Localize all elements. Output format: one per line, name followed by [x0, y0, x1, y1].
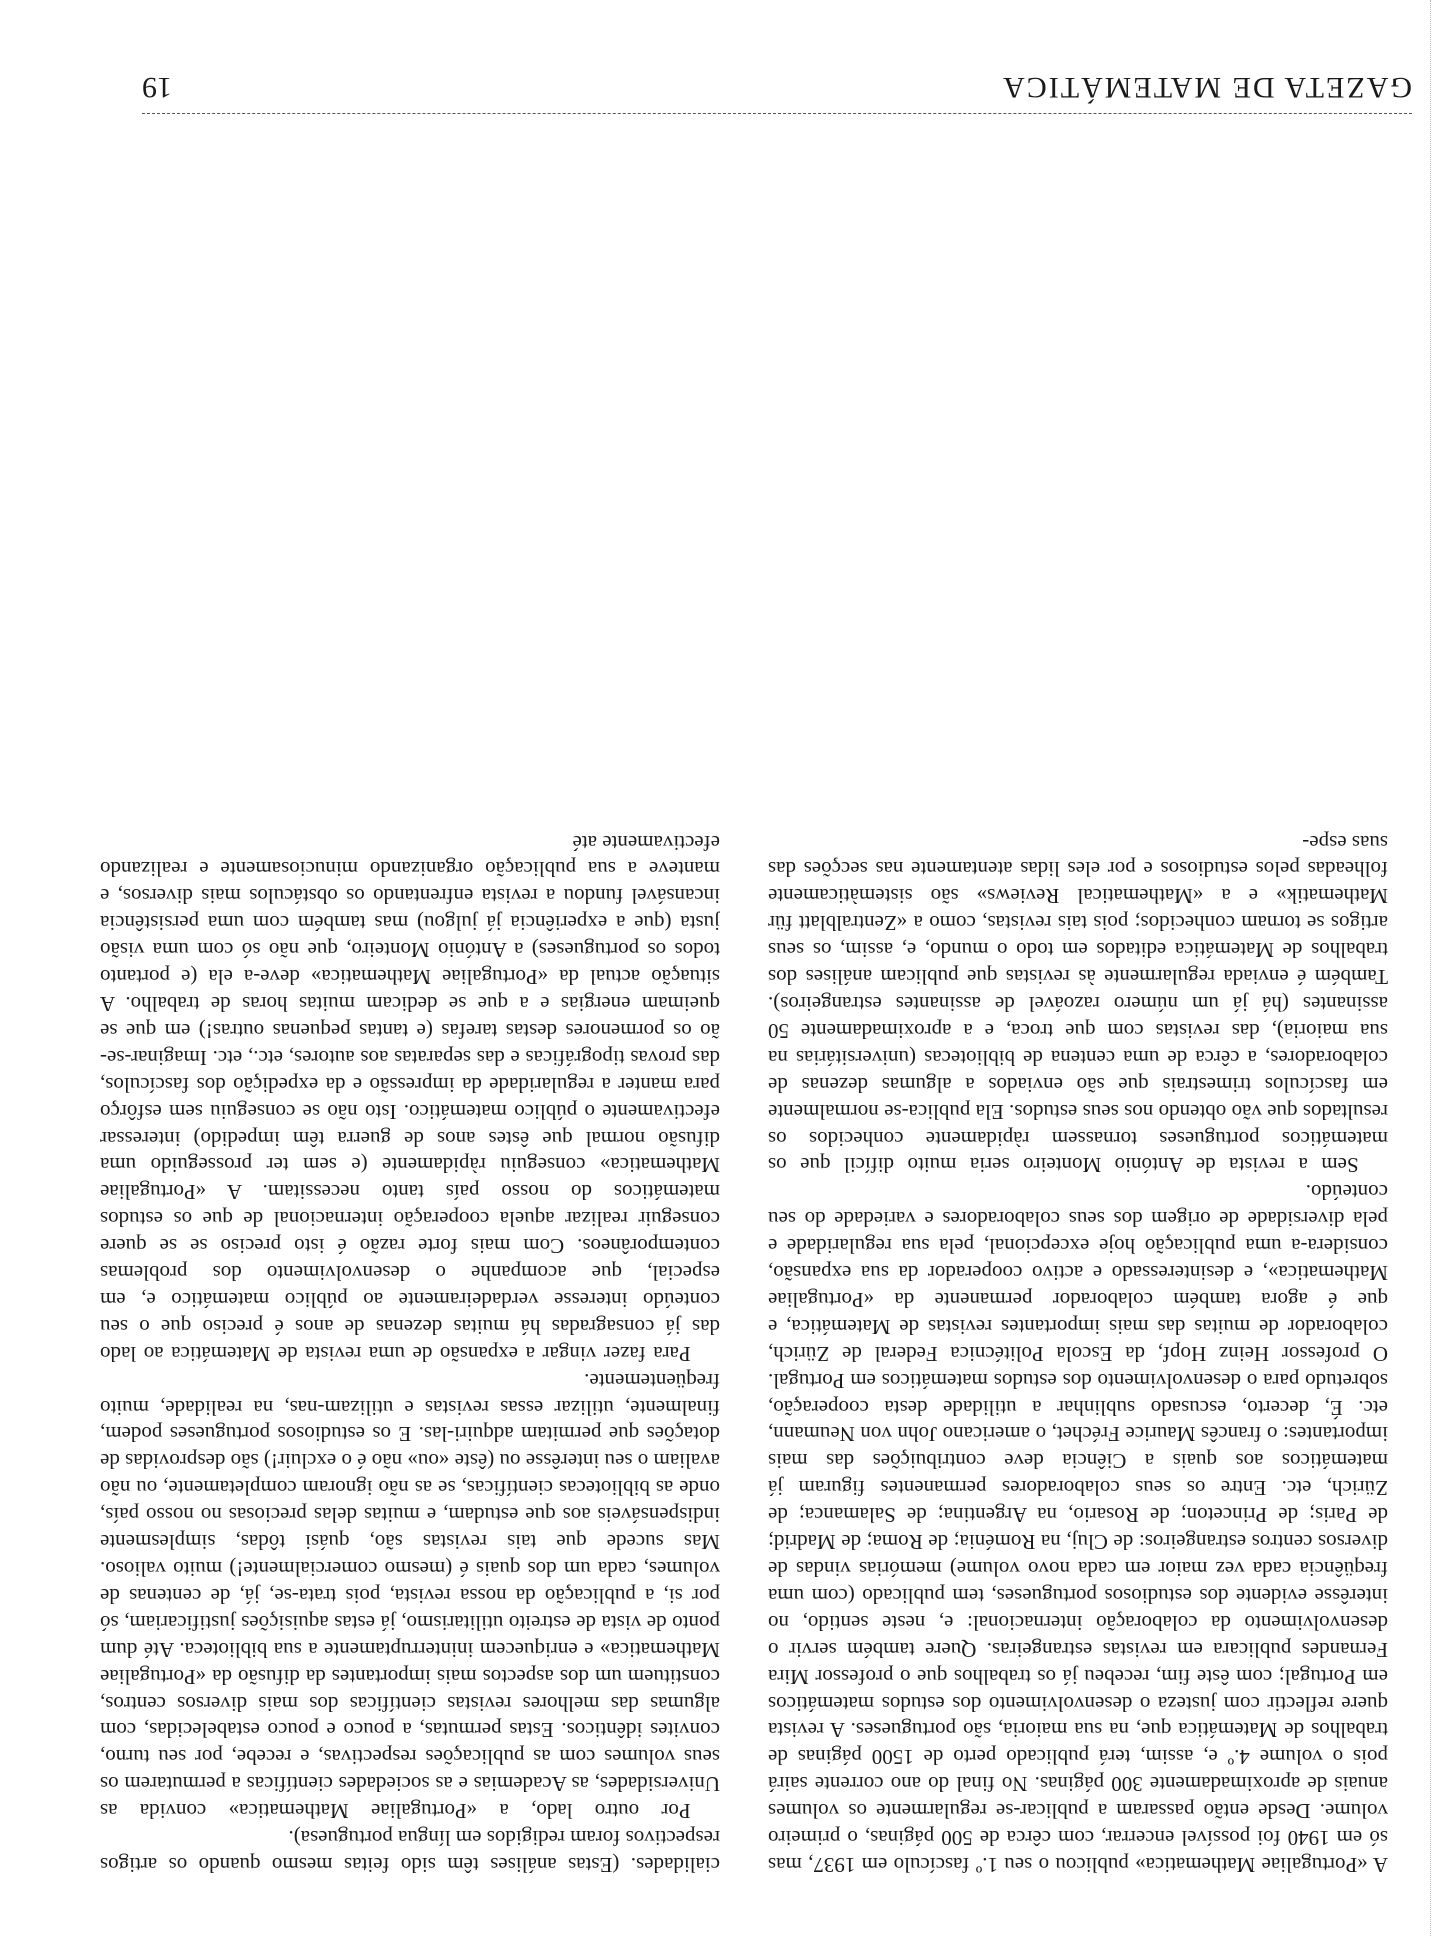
paragraph: A «Portugaliae Mathematica» publicou o seu 1.º fascículo em 1937, mas só em 1940 foi possível encerrar, com cêrca de 500 páginas, o primeiro volume. Desde então passaram a publicar-se regularmente os volumes anuais de aproximadamente 300 páginas. No final do ano corrente sairá pois o volume 4.º e, assim, terá publicado perto de 1500 páginas de trabalhos de Matemática que, na sua maioria, são portugueses. A revista quere reflectir com justeza o desenvolvimento dos estudos matemáticos em Portugal; com êste fim, recebeu já os trabalhos que o professor Mira Fernandes publicara em revistas estrangeiras. Quere também servir o desenvolvimento da colaboração internacional: e, neste sentido, no interêsse evidente dos estudiosos portugueses, tem publicado (com uma freqüência cada vez maior em cada novo volume) memórias vindas de diversos centros estrangeiros: de Cluj, na Roménia; de Roma; de Madrid; de Paris; de Princeton; de Rosario, na Argentina; de Salamanca; de Zürich, etc. Entre os seus colaboradores permanentes figuram já matemáticos aos quais a Ciência deve contribuições das mais importantes: o francês Maurice Fréchet, o americano John von Neumann, etc. É, decerto, escusado sublinhar a utilidade desta cooperação, sobretudo para o desenvolvimento dos estudos matemáticos em Portugal. O professor Heinz Hopf, da Escola Politécnica Federal de Zürich, colaborador de muitas das mais importantes revistas de Matemática, e que é agora também colaborador permanente da «Portugaliae Mathematica», e desinteressado e activo cooperador da sua expansão, considera-a uma publicação hoje excepcional, pela sua regularidade e pela diversidade de origem dos seus colaboradores e variedade do seu conteúdo.: [768, 1180, 1388, 1877]
paragraph: Por outro lado, a «Portugaliae Mathematica» convida as Universidades, as Academias e as sociedades científicas a permutarem os seus volumes com as publicações respectivas, e recebe, por seu turno, convites idênticos. Estas permutas, a pouco e pouco estabelecidas, com algumas das melhores revistas científicas dos mais diversos centros, constituem um dos aspectos mais importantes da difusão da «Portugaliae Mathematica» e enriquecem ininterruptamente a sua biblioteca. Até dum ponto de vista de estreito utilitarismo, já estas aquisições justificariam, só por si, a publicação da nossa revista, pois trata-se, já, de centenas de volumes, cada um dos quais é (mesmo comercialmente!) muito valioso. Mas sucede que tais revistas são, quási tôdas, simplesmente indispensáveis aos que estudam, e muitas delas preciosas no nosso país, onde as bibliotecas científicas, se as não ignoram completamente, ou não avaliam o seu interêsse ou (êste «ou» não é o excluir!) são desprovidas de dotações que permitam adquiri-las. E os estudiosos portugueses podem, finalmente, utilizar essas revistas e utilizam-nas, na realidade, muito freqüentemente.: [100, 1368, 720, 1824]
paragraph: Sem a revista de António Monteiro seria muito difícil que os matemáticos portugueses tornassem ràpidamente conhecidos os resultados que vão obtendo nos seus estudos. Ela publica-se normalmente em fascículos trimestrais que são enviados a algumas dezenas de colaboradores, a cêrca de uma centena de bibliotecas (universitárias na sua maioria), das revistas com que troca, e a aproximadamente 50 assinantes (há já um número razoável de assinantes estrangeiros). Também é enviada regularmente às revistas que publicam análises dos trabalhos de Matemática editados em todo o mundo, e, assim, os seus artigos se tornam conhecidos; pois tais revistas, como a «Zentralblatt für Mathematik» e a «Mathematical Reviews» são sistemàticamente folheadas pelos estudiosos e por eles lidas atentamente nas secções das suas espe-: [768, 830, 1388, 1178]
left-column: [768, 123, 1388, 1878]
journal-title: GAZETA DE MATEMÁTICA: [1001, 71, 1412, 104]
paragraph: Para fazer vingar a expansão de uma revista de Matemática ao lado das já consagradas há muitas dezenas de anos é preciso que o seu conteúdo interesse verdadeiramente ao público matemático e, em especial, que acompanhe o desenvolvimento dos problemas contemporâneos. Com mais forte razão é isto preciso se se quere conseguir realizar aquela cooperação internacional de que os estudos matemáticos do nosso país tanto necessitam. A «Portugaliae Mathematica» conseguiu ràpidamente (e sem ter prosseguido uma difusão normal que êstes anos de guerra têm impedido) interessar efectivamente o público matemático. Isto não se conseguiu sem esfôrço para manter a regularidade da impressão e da expedição dos fascículos, das provas tipográficas e das separatas aos autores, etc., etc. Imaginar-se-ão os pormenores destas tarefas (e tantas pequenas outras!) em que se queimam energias e a que se dedicam muitas horas de trabalho. A situação actual da «Portugaliae Mathematica» deve-a ela (e portanto todos os portugueses) a António Monteiro, que não só com uma visão justa (que a experiência já julgou) mas também com uma persistência incansável fundou a revista enfrentando os obstáculos mais diversos, e manteve a sua publicação organizando minuciosamente e realizando efectivamente até: [100, 830, 720, 1366]
page-number: 19: [142, 71, 172, 104]
paragraph: cialidades. (Estas análises têm sido feitas mesmo quando os artigos respectivos foram redigidos em língua portuguesa).: [100, 1826, 720, 1877]
scan-edge-marks: [1430, 0, 1432, 1936]
page-header: [142, 58, 1412, 104]
right-column: [100, 123, 720, 1878]
header-rule: [142, 113, 1412, 114]
